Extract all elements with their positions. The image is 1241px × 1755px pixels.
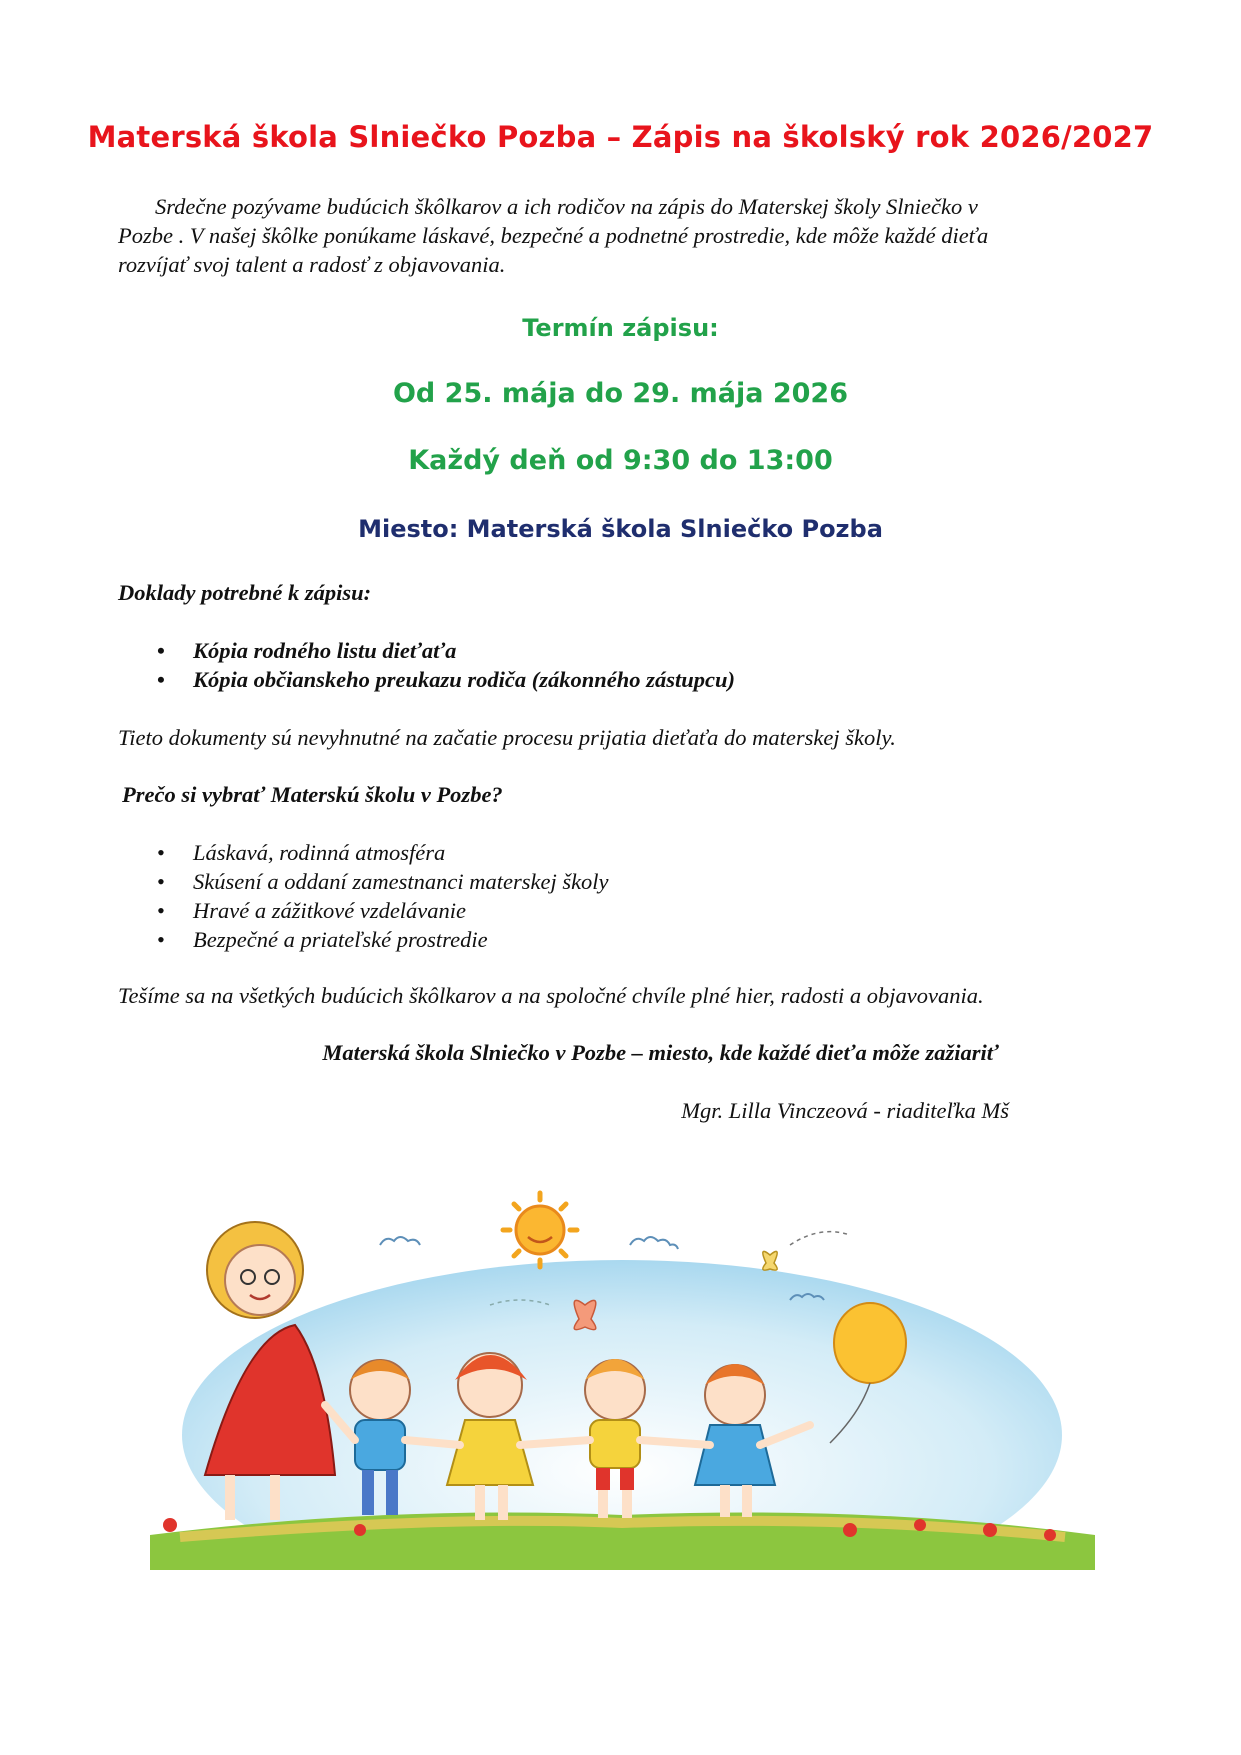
list-item-text: Kópia občianskeho preukazu rodiča (zákonného zástupcu) (193, 667, 735, 692)
signature: Mgr. Lilla Vinczeová - riaditeľka Mš (681, 1098, 1009, 1123)
bullet-icon: • (157, 840, 165, 865)
documents-note: Tieto dokumenty sú nevyhnutné na začatie procesu prijatia dieťaťa do materskej školy. (118, 725, 896, 750)
schedule-hours: Každý deň od 9:30 do 13:00 (408, 445, 833, 476)
list-item-text: Bezpečné a priateľské prostredie (193, 927, 488, 952)
bullet-icon: • (157, 927, 165, 952)
motto-line: Materská škola Slniečko v Pozbe – miesto, kde každé dieťa môže zažiariť (322, 1040, 999, 1065)
intro-line-2: Pozbe . V našej škôlke ponúkame láskavé, bezpečné a podnetné prostredie, kde môže každé dieťa (118, 223, 989, 248)
bullet-icon: • (157, 869, 165, 894)
place-line: Miesto: Materská škola Slniečko Pozba (358, 515, 883, 543)
intro-line-3: rozvíjať svoj talent a radosť z objavovania. (118, 252, 506, 277)
why-heading: Prečo si vybrať Materskú školu v Pozbe? (122, 782, 503, 807)
list-item (155, 896, 609, 925)
intro-paragraph (118, 192, 1118, 279)
list-item (155, 925, 609, 954)
list-item-text: Láskavá, rodinná atmosféra (193, 840, 446, 865)
why-list (155, 838, 609, 954)
list-item-text: Kópia rodného listu dieťaťa (193, 638, 457, 663)
bullet-icon: • (157, 898, 165, 923)
intro-line-1: Srdečne pozývame budúcich škôlkarov a ich rodičov na zápis do Materskej školy Slniečko v (155, 194, 978, 219)
list-item (155, 838, 609, 867)
schedule-dates: Od 25. mája do 29. mája 2026 (392, 378, 849, 409)
documents-heading: Doklady potrebné k zápisu: (118, 580, 372, 605)
schedule-heading: Termín zápisu: (522, 314, 719, 342)
sun-icon (503, 1193, 577, 1267)
documents-list (155, 636, 735, 694)
bullet-icon: • (157, 667, 165, 692)
list-item-text: Skúsení a oddaní zamestnanci materskej školy (193, 869, 609, 894)
butterfly-icon (763, 1232, 850, 1270)
list-item-text: Hravé a zážitkové vzdelávanie (193, 898, 467, 923)
bullet-icon: • (157, 638, 165, 663)
closing-paragraph: Tešíme sa na všetkých budúcich škôlkarov a na spoločné chvíle plné hier, radosti a objavovania. (118, 983, 984, 1008)
list-item (155, 867, 609, 896)
children-illustration (150, 1185, 1095, 1570)
page-title: Materská škola Slniečko Pozba – Zápis na školský rok 2026/2027 (87, 120, 1154, 154)
list-item (155, 665, 735, 694)
list-item (155, 636, 735, 665)
